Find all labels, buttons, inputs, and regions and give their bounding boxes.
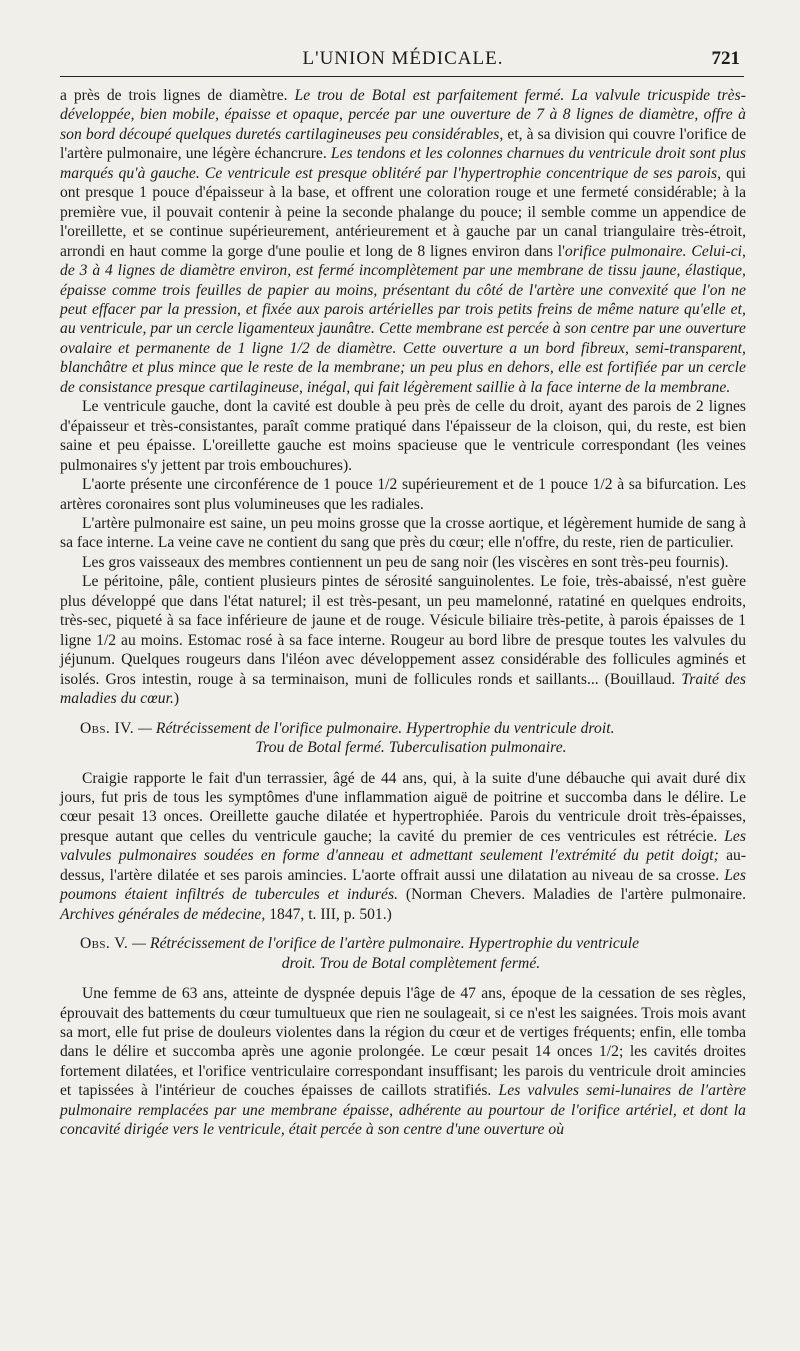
observation-label: Obs. IV. bbox=[80, 719, 135, 737]
article-body bbox=[60, 86, 746, 1140]
observation-label: Obs. V. bbox=[80, 935, 129, 953]
paragraph: Le ventricule gauche, dont la cavité est double à peu près de celle du droit, ayant des parois de 2 lignes d'épaisseur et très-consistantes, paraît comme pratiqué dans l'épaisseur de la cloison, qui, du reste, est bien saine et peu épaisse. L'oreillette gauche est moins spacieuse que le ventricule correspondant (les veines pulmonaires s'y jettent par trois embouchures). bbox=[60, 398, 746, 474]
italic-text: Les tendons et les colonnes charnues du ventricule droit sont plus marqués qu'à gauche. Ce ventricule est presque oblitéré par l'hypertrophie concentrique de ses parois, bbox=[60, 145, 746, 182]
text: ) bbox=[173, 690, 180, 708]
paragraph bbox=[60, 769, 746, 925]
italic-text: Les poumons étaient infiltrés de tubercules et indurés. bbox=[60, 866, 746, 904]
text: Une femme de 63 ans, atteinte de dyspnée depuis l'âge de 47 ans, époque de la cessation de ses règles, éprouvait des battements du cœur tumultueux que rien ne soulageait, si ce n'est les saignées. Trois mois avant sa mort, elle fut prise de douleurs violentes dans la région du cœur et de vertiges fréquents; enfin, elle tomba dans le délire et succomba après une agonie prolongée. Le cœur pesait 14 onces 1/2; les cavités droites fortement dilatées, et l'orifice ventriculaire correspondant insuffisant; les parois du ventricule droit amincies et tapissées à l'intérieur de couches épaisses de caillots stratifiés. bbox=[60, 985, 746, 1100]
text: a près de trois lignes de diamètre. bbox=[60, 87, 295, 104]
italic-text: Les valvules pulmonaires soudées en forme d'anneau et admettant seulement l'extrémité du petit doigt; bbox=[60, 827, 746, 865]
paragraph: L'aorte présente une circonférence de 1 pouce 1/2 supérieurement et de 1 pouce 1/2 à sa bifurcation. Les artères coronaires sont plus volumineuses que les radiales. bbox=[60, 476, 746, 513]
paragraph bbox=[60, 572, 746, 708]
observation-title: — Rétrécissement de l'orifice pulmonaire. Hypertrophie du ventricule droit. bbox=[134, 719, 615, 737]
italic-text: orifice pulmonaire. Celui-ci, de 3 à 4 lignes de diamètre environ, est fermé incomplètement par une membrane de tissu jaune, élastique, épaisse comme trois feuilles de papier au moins, présentant du côté de l'artère une convexité que l'on ne peut effacer par la pression, et fixée aux parois artérielles par trois petits freins de même nature qu'elle et, au ventricule, par un cercle ligamenteux jaunâtre. Cette membrane est percée à son centre par une ouverture ovalaire et permanente de 1 ligne 1/2 de diamètre. Cette ouverture a un bord fibreux, semi-transparent, blanchâtre et plus mince que le reste de la membrane; un peu plus en dehors, elle est fortifiée par un cercle de consistance presque cartilagineuse, inégal, qui fait légèrement saillie à la face interne de la membrane. bbox=[60, 242, 746, 396]
header-rule bbox=[60, 76, 744, 77]
running-title: L'UNION MÉDICALE. bbox=[302, 48, 504, 69]
observation-heading bbox=[60, 934, 746, 973]
observation-title: droit. Trou de Botal complètement fermé. bbox=[281, 954, 541, 972]
page-number: 721 bbox=[711, 48, 740, 69]
italic-text: Le trou de Botal est parfaitement fermé. La valvule tricuspide très-développée, bien mobile, épaisse et opaque, percée par une ouverture de 7 à 8 lignes de diamètre, offre à son bord découpé quelques duretés cartilagineuses peu considérables, bbox=[60, 87, 746, 143]
observation-title: — Rétrécissement de l'orifice de l'artère pulmonaire. Hypertrophie du ventricule bbox=[128, 935, 640, 953]
text: qui ont presque 1 pouce d'épaisseur à la base, et offrent une coloration rouge et une fermeté considérable; à la première vue, il pouvait contenir à peine la seconde phalange du pouce; il semble comme un appendice de l'oreillette, et se continue supérieurement, antérieurement et à gauche par un canal triangulaire très-étroit, arrondi en haut comme la gorge d'une poulie et long de 8 lignes environ dans l' bbox=[60, 164, 746, 260]
text: Craigie rapporte le fait d'un terrassier, âgé de 44 ans, qui, à la suite d'une débauche qui avait duré dix jours, fut pris de tous les symptômes d'une inflammation aiguë de poitrine et succomba dans le délire. Le cœur pesait 13 onces. Oreillette gauche dilatée et hypertrophiée. Parois du ventricule droit très-épaisses, presque autant que celles du ventricule gauche; la cavité du premier de ces ventricules est rétrécie. bbox=[60, 769, 746, 845]
text: et, à sa division qui couvre l'orifice de l'artère pulmonaire, une légère échancrure. bbox=[60, 125, 746, 163]
observation-heading bbox=[60, 719, 746, 758]
paragraph bbox=[60, 984, 746, 1140]
text: au-dessus, l'artère dilatée et ses parois amincies. L'aorte offrait aussi une dilatation au niveau de sa crosse. bbox=[60, 847, 747, 884]
observation-title: Trou de Botal fermé. Tuberculisation pulmonaire. bbox=[255, 739, 567, 756]
paragraph bbox=[60, 86, 746, 397]
paragraph: L'artère pulmonaire est saine, un peu moins grosse que la crosse aortique, et légèrement humide de sang à sa face interne. La veine cave ne contient du sang que près du cœur; elle n'offre, du reste, rien de particulier. bbox=[60, 514, 746, 552]
text: (Norman Chevers. Maladies de l'artère pulmonaire. bbox=[398, 886, 746, 904]
italic-text: Archives générales de médecine, bbox=[60, 905, 266, 923]
page-header bbox=[60, 44, 746, 74]
text: Le péritoine, pâle, contient plusieurs pintes de sérosité sanguinolentes. Le foie, très-abaissé, n'est guère plus développé que dans l'état naturel; il est très-pesant, un peu mamelonné, ratatiné en quelques endroits, très-sec, piqueté à sa face inférieure de jaune et de rouge. Vésicule biliaire très-petite, à parois épaisses de 1 ligne 1/2 au moins. Estomac rosé à sa face interne. Rougeur au bord libre de presque toutes les valvules du jéjunum. Quelques rougeurs dans l'iléon avec développement assez considérable des follicules agminés et isolés. Gros intestin, rouge à sa terminaison, muni de follicules ronds et saillants... (Bouillaud. bbox=[60, 573, 746, 688]
italic-text: Traité des maladies du cœur. bbox=[60, 670, 746, 708]
text: 1847, t. III, p. 501.) bbox=[265, 905, 392, 923]
italic-text: Les valvules semi-lunaires de l'artère pulmonaire remplacées par une membrane épaisse, adhérente au pourtour de l'orifice artériel, et dont la concavité dirigée vers le ventricule, était percée à son centre d'une ouverture où bbox=[60, 1082, 746, 1139]
paragraph: Les gros vaisseaux des membres contiennent un peu de sang noir (les viscères en sont très-peu fournis). bbox=[82, 553, 729, 571]
